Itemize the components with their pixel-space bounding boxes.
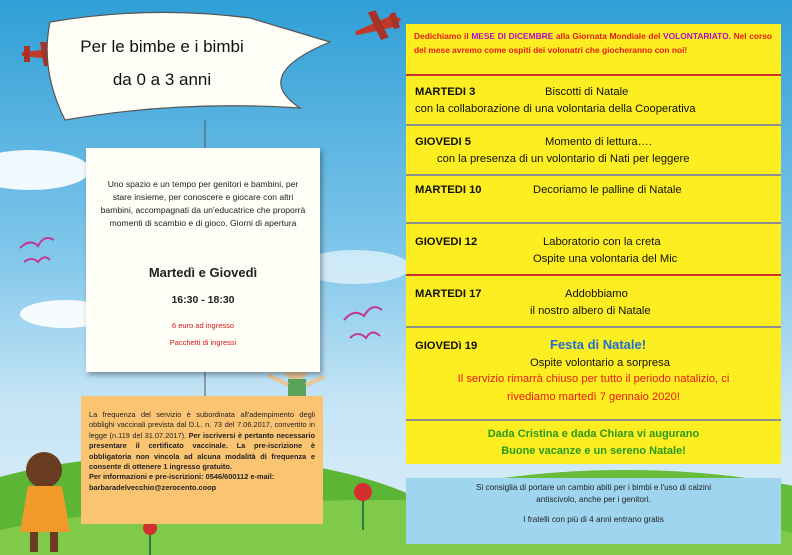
notice-line-3: I fratelli con più di 4 anni entrano gratis (523, 515, 664, 524)
program-panel (406, 24, 781, 464)
volunteer-highlight: VOLONTARIATO. (663, 31, 731, 41)
event-title: Decoriamo le palline di Natale (533, 184, 682, 196)
vaccination-text: La frequenza del servizio è subordinata all'adempimento degli obblighi vaccinali prevista dal D.L. n. 73 del 7.06.2017, convertito in legge (n.119 del 31.07.2017). (89, 410, 315, 440)
notice-line-1: Si consiglia di portare un cambio abiti per i bimbi e l'uso di calzini (475, 483, 712, 492)
event-detail: con la presenza di un volontario di Nati per leggere (437, 153, 690, 165)
banner-line-1: Per le bimbe e i bimbi (80, 37, 244, 56)
info-note (86, 148, 320, 372)
event-date: GIOVEDI 12 (415, 236, 478, 248)
event-date: MARTEDI 17 (415, 288, 482, 300)
separator (406, 274, 781, 276)
event-detail: Ospite volontario a sorpresa (530, 357, 670, 369)
separator (406, 174, 781, 176)
separator (406, 419, 781, 421)
opening-hours: 16:30 - 18:30 (171, 294, 235, 306)
note-description: Uno spazio e un tempo per genitori e bambini, per stare insieme, per conoscere e giocare con altri bambini, accompagnati da un'educatrice che proporrà momenti di scambio e di gioco. Giorni di apertura (100, 179, 306, 228)
event-item (415, 286, 775, 320)
separator (406, 222, 781, 224)
holiday-wishes: Dada Cristina e dada Chiara vi augurano Buone vacanze e un sereno Natale! (487, 428, 700, 457)
packages-text: Pacchetti di ingressi (169, 338, 237, 347)
separator (406, 74, 781, 76)
price-text: 6 euro ad ingresso (171, 321, 235, 330)
event-title: Biscotti di Natale (545, 86, 629, 98)
closure-notice: Il servizio rimarrà chiuso per tutto il periodo natalizio, ci rivediamo martedì 7 gennaio 2020! (457, 373, 730, 403)
separator (406, 326, 781, 328)
event-item (415, 182, 775, 199)
airplane-icon (351, 3, 406, 46)
registration-text: Per iscriversi è pertanto necessario presentare il certificato vaccinale. La pre-iscrizione è obbligatoria non vincola ad alcuna modalità di frequenza e consente di ottenere 1 ingresso gratuito. (89, 430, 315, 472)
event-detail: il nostro albero di Natale (530, 305, 651, 317)
event-date: MARTEDI 10 (415, 184, 482, 196)
month-highlight: MESE DI DICEMBRE (471, 31, 554, 41)
event-item (415, 134, 775, 168)
contact-line: Per informazioni e pre-iscrizioni: 0546/600112 e-mail: (89, 472, 275, 482)
banner-line-2: da 0 a 3 anni (112, 70, 212, 89)
event-title: Festa di Natale! (550, 337, 647, 352)
banner-title (62, 30, 262, 96)
opening-days: Martedì e Giovedì (148, 265, 258, 280)
notice-box (406, 478, 781, 544)
intro-text: Dedichiamo il MESE DI DICEMBRE alla Giornata Mondiale del VOLONTARIATO. Nel corso del mese avremo come ospiti dei volonatri che giocheranno con noi! (414, 31, 773, 55)
contact-email[interactable]: barbaradelvecchio@zerocento.coop (89, 482, 217, 492)
event-item (415, 336, 775, 372)
vaccination-info (81, 396, 323, 524)
event-detail: Ospite una volontaria del Mic (533, 253, 678, 265)
event-title: Laboratorio con la creta (543, 236, 661, 248)
event-title: Addobbiamo (565, 288, 628, 300)
notice-line-2: antiscivolo, anche per i genitori. (536, 495, 651, 504)
child-character-icon (20, 452, 70, 552)
event-date: MARTEDI 3 (415, 86, 476, 98)
event-item (415, 84, 775, 118)
event-item (415, 234, 775, 268)
event-detail: con la collaborazione di una volontaria della Cooperativa (415, 103, 696, 115)
event-title: Momento di lettura…. (545, 136, 652, 148)
event-date: GIOVEDI 5 (415, 136, 471, 148)
event-date: GIOVEDì 19 (415, 340, 478, 352)
separator (406, 124, 781, 126)
